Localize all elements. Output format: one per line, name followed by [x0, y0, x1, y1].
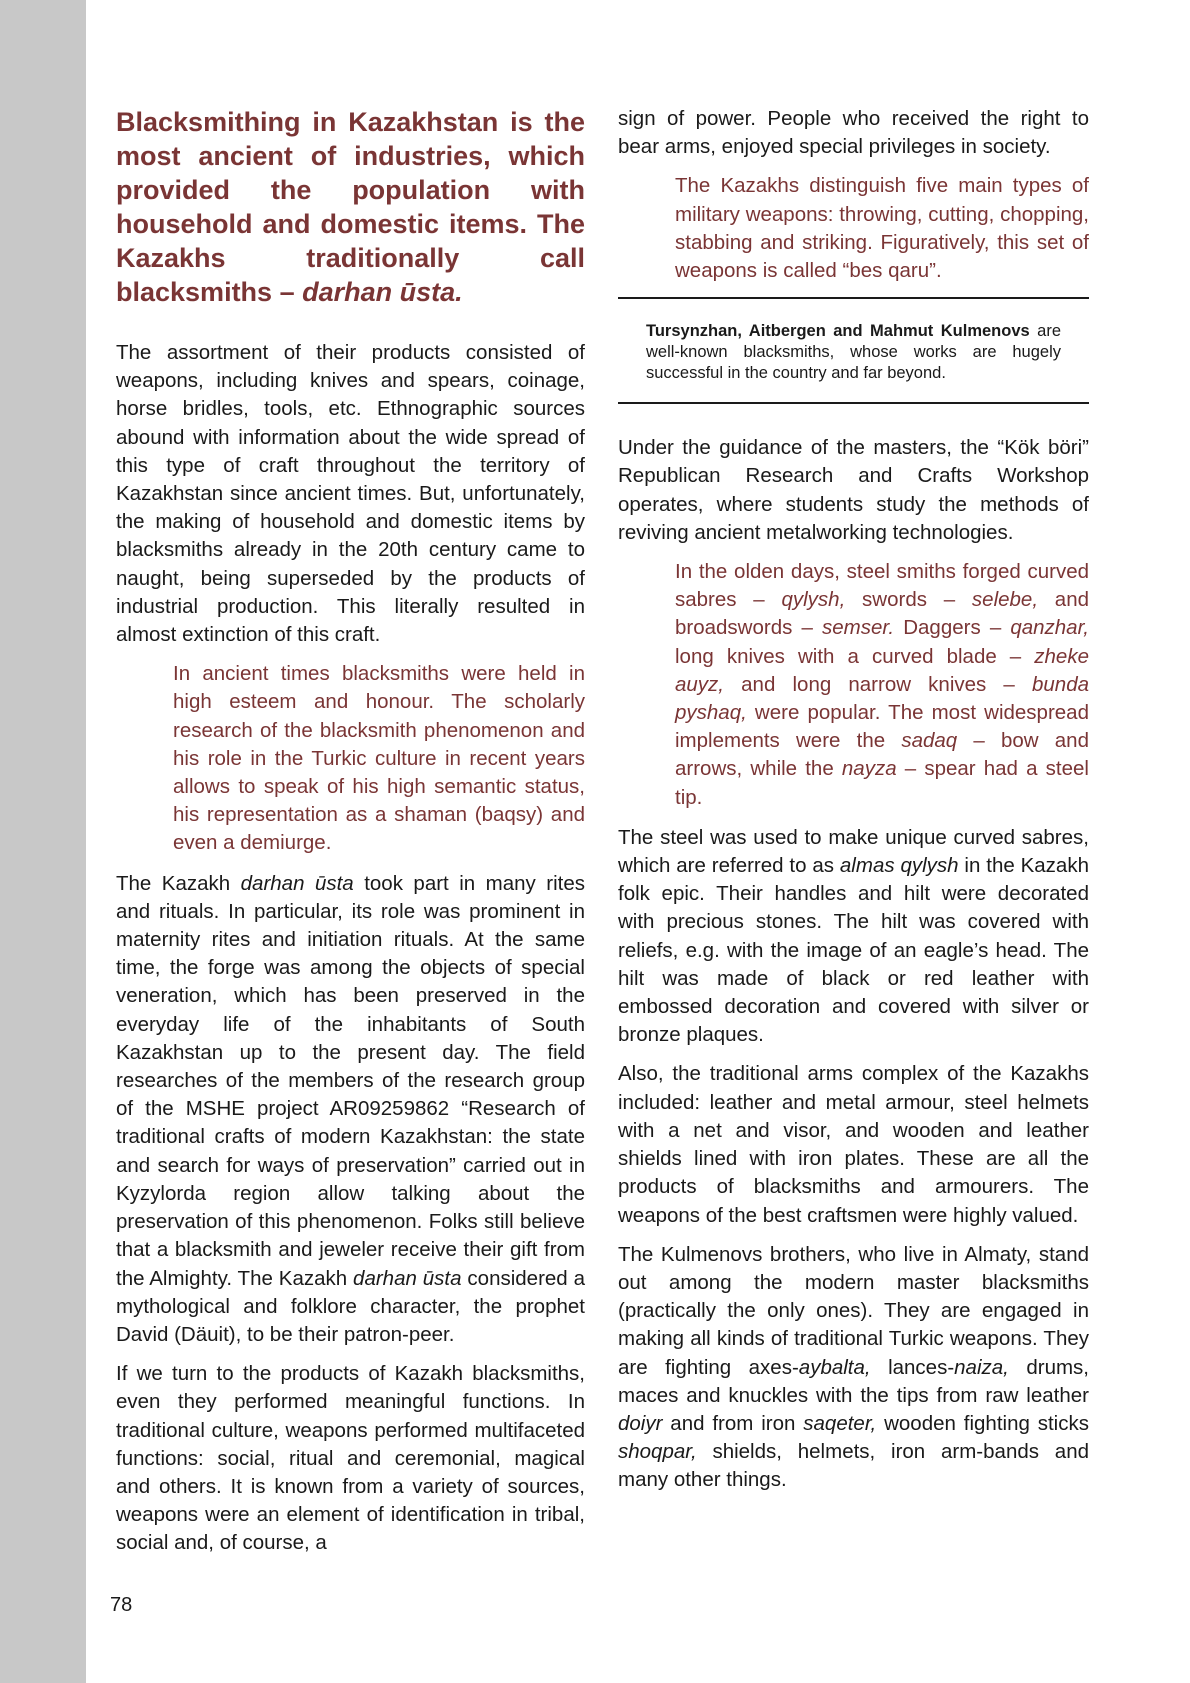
- paragraph: If we turn to the products of Kazakh blacksmiths, even they performed meaningful functions. In traditional culture, weapons performed multifaceted functions: social, ritual and ceremonial, magical and others. It is known from a variety of sources, weapons were an element of identification in tribal, social and, of course, a: [116, 1362, 585, 1555]
- highlight-quote: The Kazakhs distinguish five main types of military weapons: throwing, cutting, chopping, stabbing and striking. Figuratively, this set of weapons is called “bes qaru”.: [675, 174, 1089, 283]
- paragraph: sign of power. People who received the right to bear arms, enjoyed special privileges in society.: [618, 107, 1089, 159]
- paragraph: The Kazakh darhan ūsta took part in many rites and rituals. In particular, its role was prominent in maternity rites and initiation rituals. At the same time, the forge was among the objects of special veneration, which has been preserved in the everyday life of the inhabitants of South Kazakhstan up to the present day. The field researches of the members of the research group of the MSHE project AR09259862 “Research of traditional crafts of modern Kazakhstan: the state and search for ways of preservation” carried out in Kyzylorda region allow talking about the preservation of this phenomenon. Folks still believe that a blacksmith and jeweler receive their gift from the Almighty. The Kazakh darhan ūsta considered a mythological and folklore character, the prophet David (Däuit), to be their patron-peer.: [116, 871, 585, 1346]
- right-column: [618, 105, 1089, 1506]
- paragraph: Under the guidance of the masters, the “Kök böri” Republican Research and Crafts Workshop operates, where students study the methods of reviving ancient metalworking technologies.: [618, 436, 1089, 544]
- paragraph: Also, the traditional arms complex of the Kazakhs included: leather and metal armour, steel helmets with a net and visor, and wooden and leather shields lined with iron plates. These are all the products of blacksmiths and armourers. The weapons of the best craftsmen were highly valued.: [618, 1062, 1089, 1227]
- paragraph: The steel was used to make unique curved sabres, which are referred to as almas qylysh in the Kazakh folk epic. Their handles and hilt were decorated with precious stones. The hilt was covered with reliefs, e.g. with the image of an eagle’s head. The hilt was made of black or red leather with embossed decoration and covered with silver or bronze plaques.: [618, 825, 1089, 1047]
- divider-bottom: [618, 402, 1089, 404]
- lead-heading: Blacksmithing in Kazakhstan is the most ancient of industries, which provided the population with household and domestic items. The Kazakhs traditionally call blacksmiths – darhan ūsta.: [116, 107, 585, 307]
- photo-caption: Tursynzhan, Aitbergen and Mahmut Kulmenovs are well-known blacksmiths, whose works are hugely successful in the country and far beyond.: [646, 322, 1062, 383]
- highlight-quote: In the olden days, steel smiths forged curved sabres – qylysh, swords – selebe, and broadswords – semser. Daggers – qanzhar, long knives with a curved blade – zheke auyz, and long narrow knives – bunda pyshaq, were popular. The most widespread implements were the sadaq – bow and arrows, while the nayza – spear had a steel tip.: [675, 560, 1090, 809]
- paragraph: The assortment of their products consisted of weapons, including knives and spears, coinage, horse bridles, tools, etc. Ethnographic sources abound with information about the wide spread of this type of craft throughout the territory of Kazakhstan since ancient times. But, unfortunately, the making of household and domestic items by blacksmiths already in the 20th century came to naught, being superseded by the products of industrial production. This literally resulted in almost extinction of this craft.: [116, 341, 585, 647]
- highlight-quote: In ancient times blacksmiths were held in high esteem and honour. The scholarly research of the blacksmith phenomenon and his role in the Turkic culture in recent years allows to speak of his high semantic status, his representation as a shaman (baqsy) and even a demiurge.: [173, 662, 585, 855]
- page-number: 78: [110, 1594, 133, 1616]
- left-column: [116, 105, 585, 1569]
- page-margin-band: [0, 0, 86, 1683]
- paragraph: The Kulmenovs brothers, who live in Almaty, stand out among the modern master blacksmiths (practically the only ones). They are engaged in making all kinds of traditional Turkic weapons. They are fighting axes-aybalta, lances-naiza, drums, maces and knuckles with the tips from raw leather doiyr and from iron saqeter, wooden fighting sticks shoqpar, shields, helmets, iron arm-bands and many other things.: [618, 1242, 1089, 1492]
